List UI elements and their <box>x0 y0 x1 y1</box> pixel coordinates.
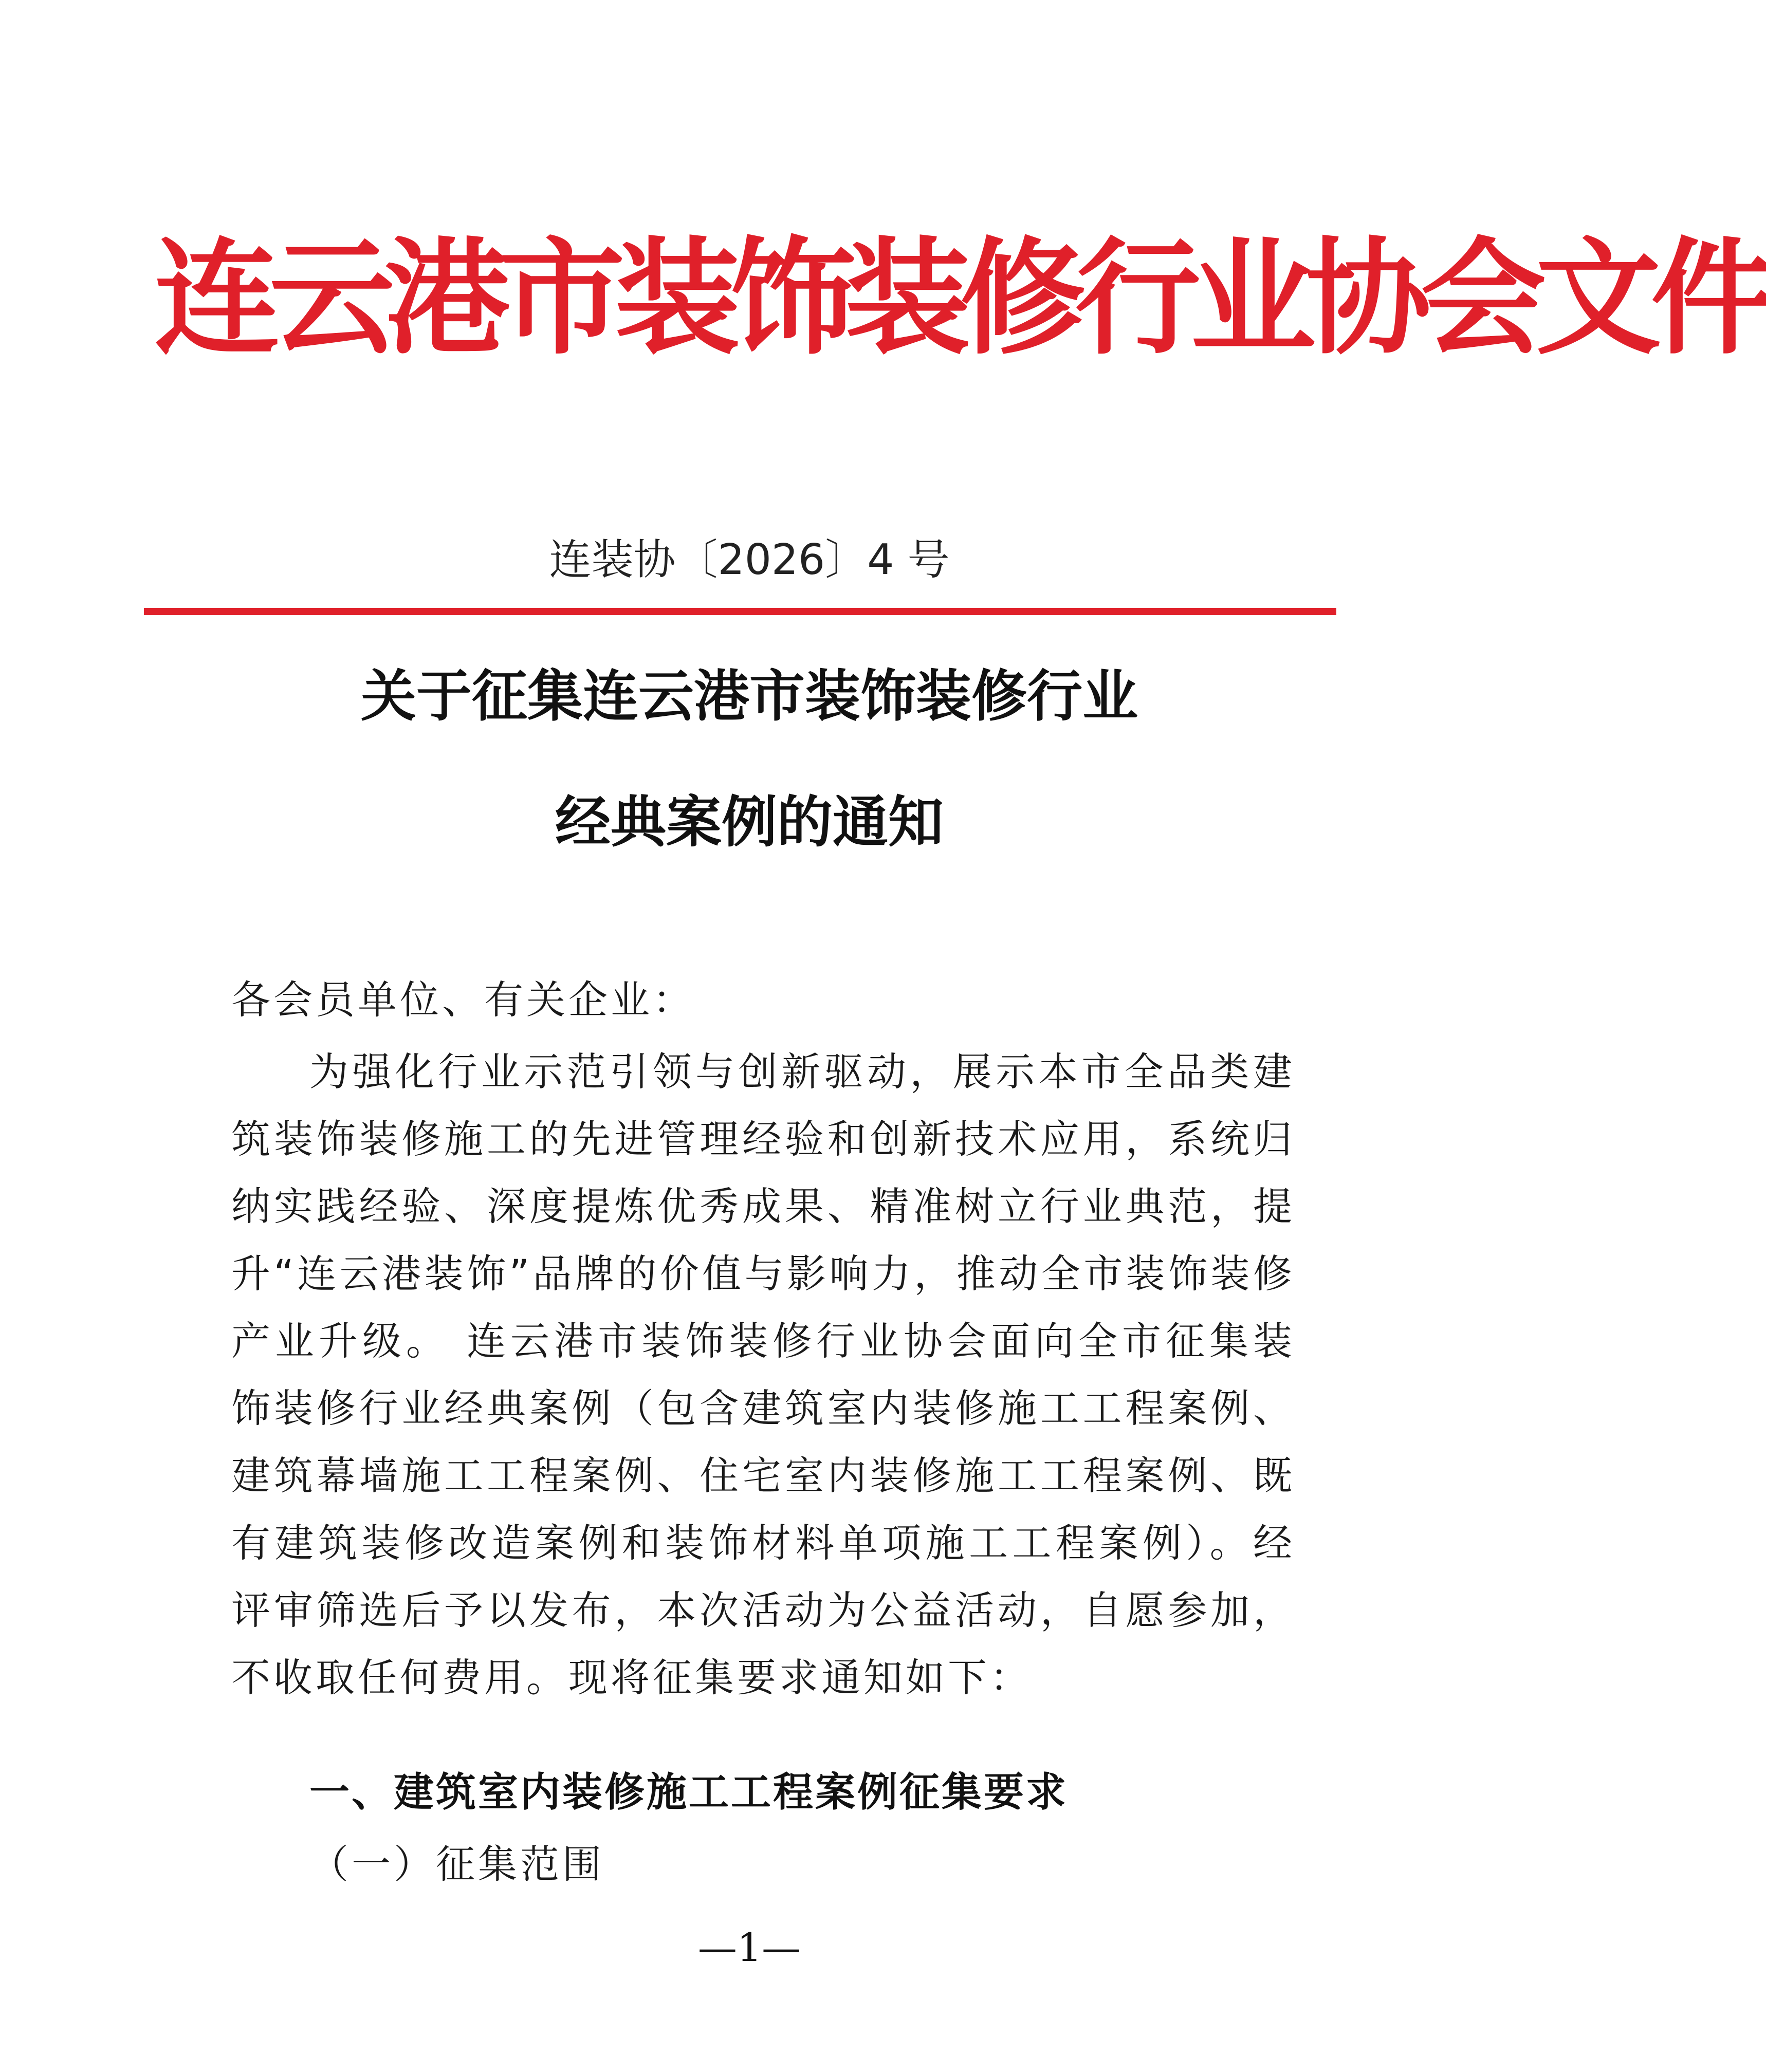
notice-title-line1: 关于征集连云港市装饰装修行业 <box>360 664 1138 729</box>
red-divider-line <box>144 608 1336 615</box>
masthead-title: 连云港市装饰装修行业协会文件 <box>154 224 1766 372</box>
body-paragraph: 为强化行业示范引领与创新驱动，展示本市全品类建筑装饰装修施工的先进管理经验和创新技术应用，系统归纳实践经验、深度提炼优秀成果、精准树立行业典范，提升“连云港装饰”品牌的价值与影响力，推动全市装饰装修产业升级。 连云港市装饰装修行业协会面向全市征集装饰装修行业经典案例（包含建筑室内装修施工工程案例、建筑幕墙施工工程案例、住宅室内装修施工工程案例、既有建筑装修改造案例和装饰材料单项施工工程案例）。经评审筛选后予以发布，本次活动为公益活动，自愿参加，不收取任何费用。现将征集要求通知如下： <box>231 1049 1295 1700</box>
subsection-heading: （一）征集范围 <box>309 1841 604 1887</box>
salutation: 各会员单位、有关企业： <box>231 977 695 1023</box>
document-number: 连装协〔2026〕4 号 <box>549 535 950 584</box>
section-heading: 一、建筑室内装修施工工程案例征集要求 <box>309 1769 1069 1816</box>
notice-title-line2: 经典案例的通知 <box>555 790 944 855</box>
page-number: —1— <box>697 1925 801 1970</box>
